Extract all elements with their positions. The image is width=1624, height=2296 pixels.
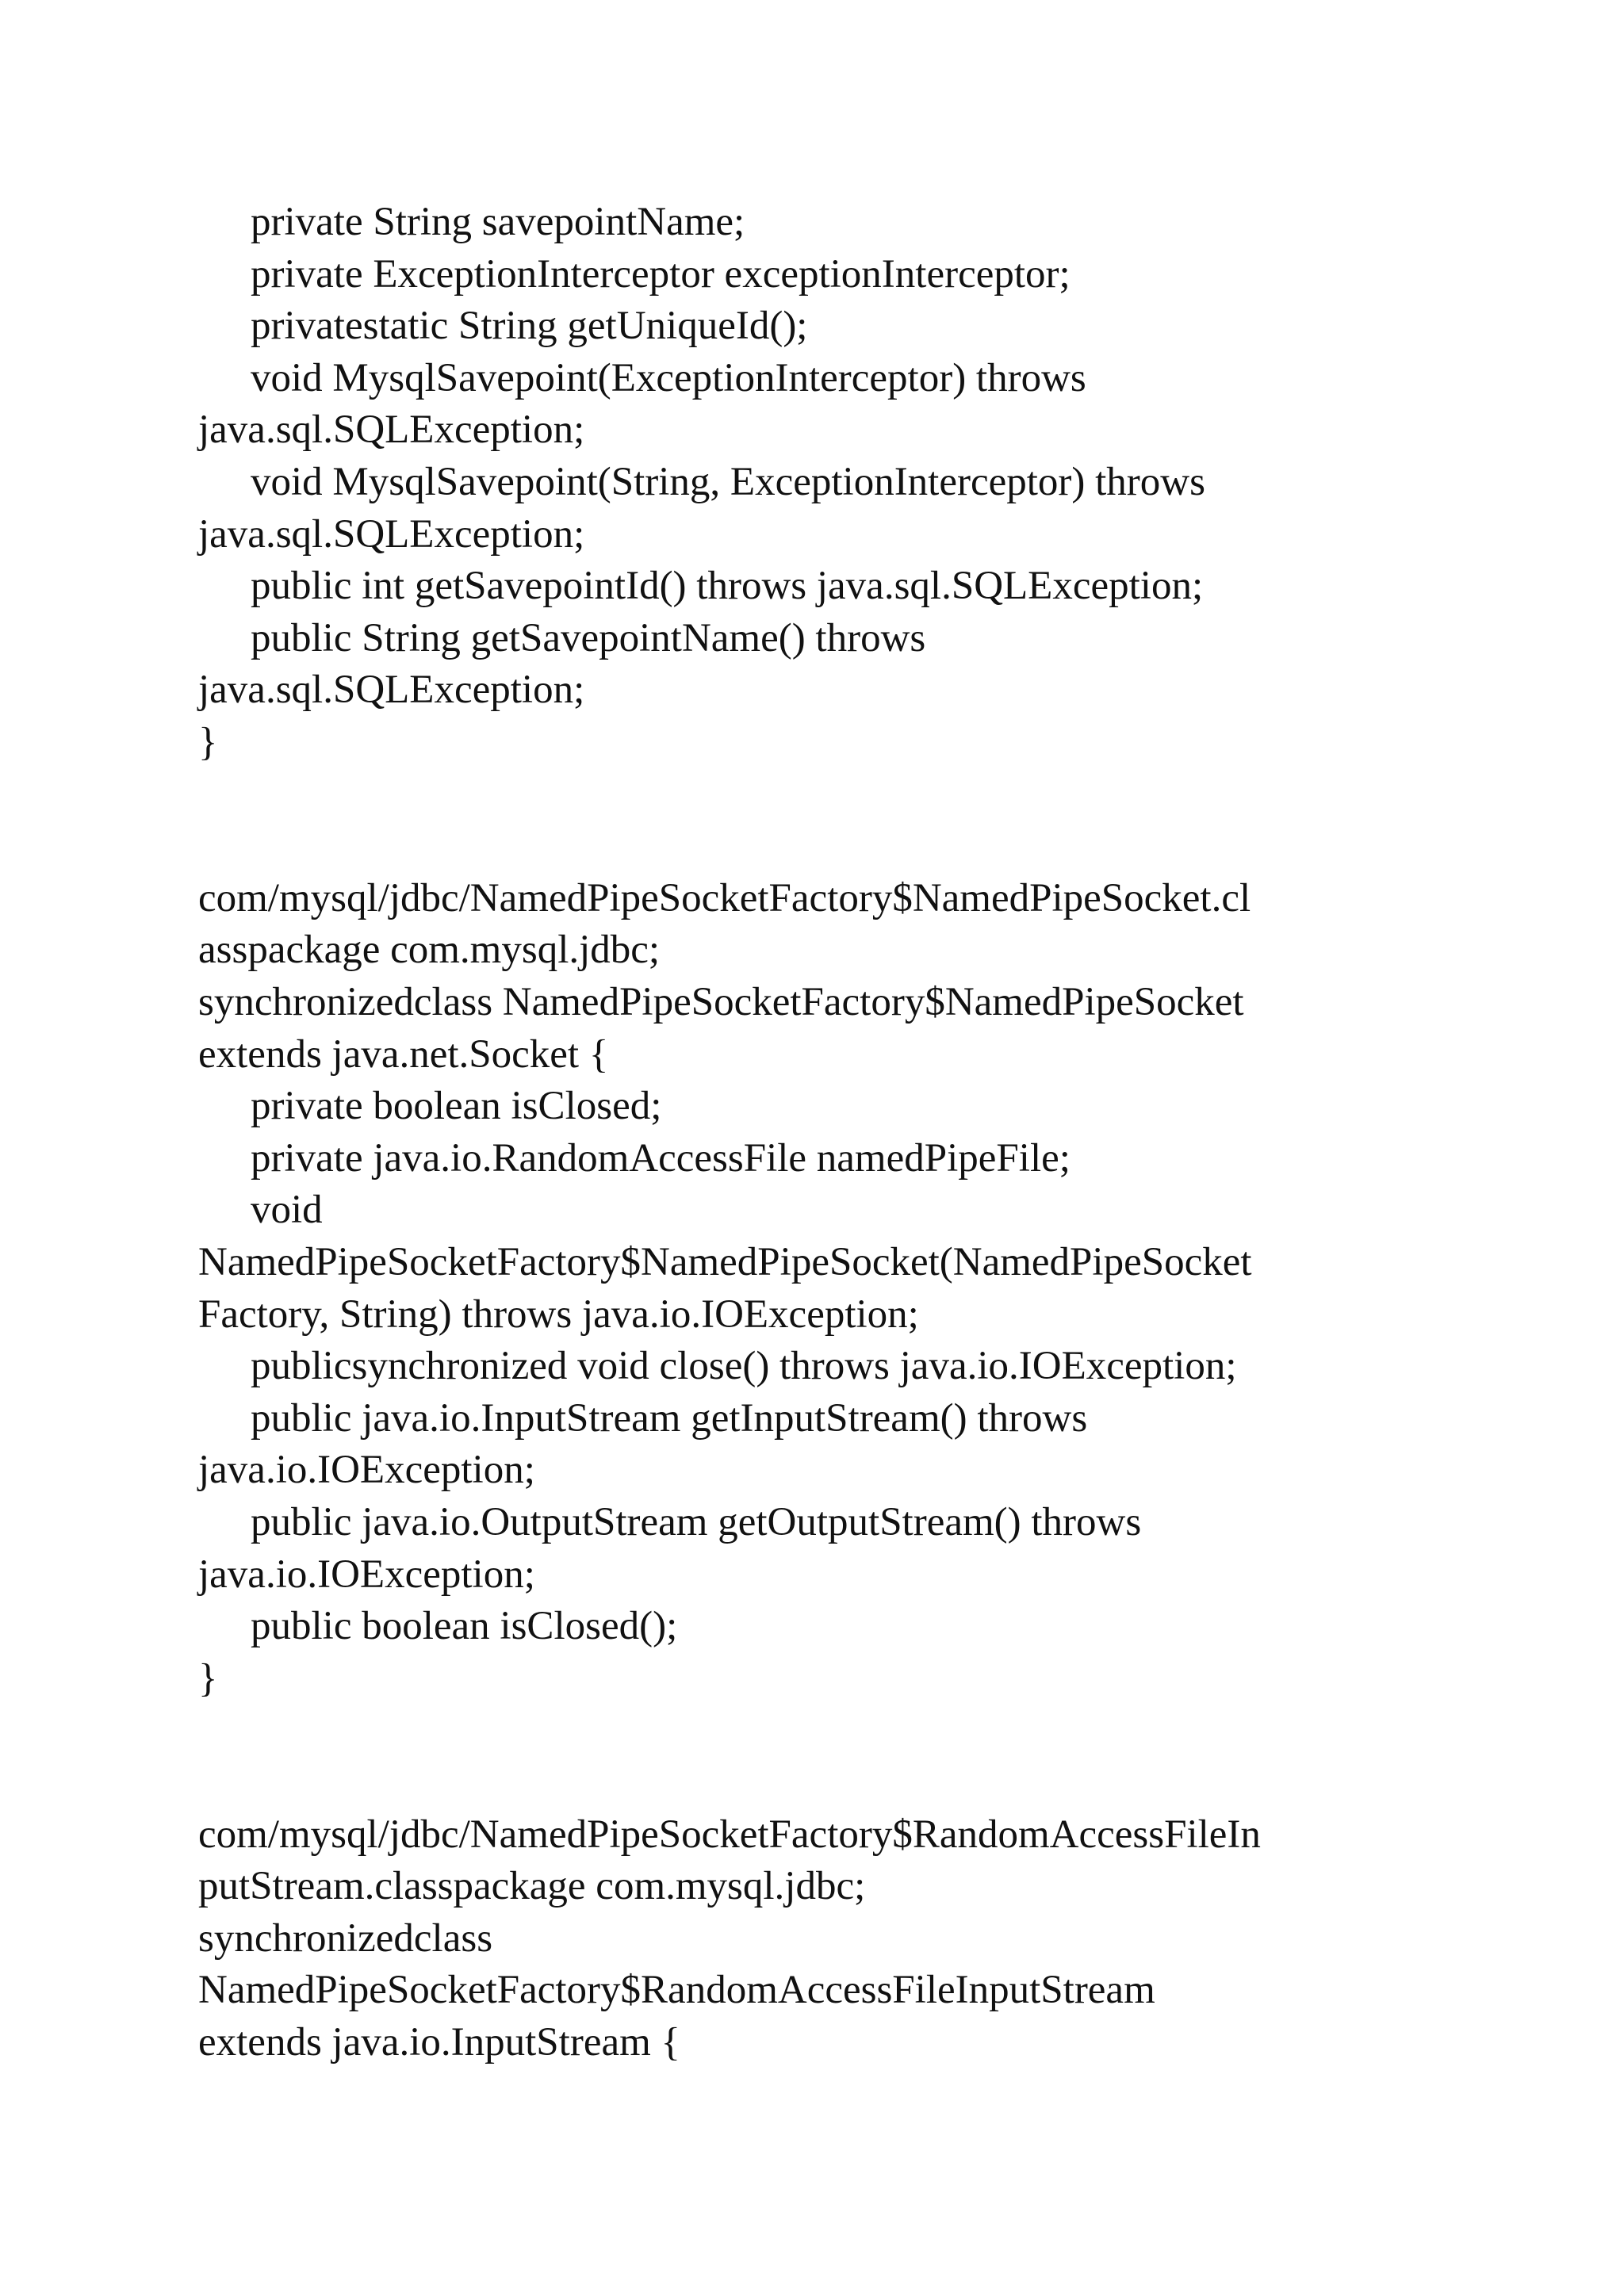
code-line: java.sql.SQLException; (198, 668, 585, 713)
code-line: private boolean isClosed; (251, 1084, 662, 1129)
code-line: private java.io.RandomAccessFile namedPipeFile; (251, 1135, 1071, 1181)
code-line: asspackage com.mysql.jdbc; (198, 928, 661, 973)
code-line: extends java.net.Socket { (198, 1031, 609, 1077)
code-line: public int getSavepointId() throws java.sql.SQLException; (251, 564, 1204, 609)
code-line: privatestatic String getUniqueId(); (251, 304, 808, 349)
code-line: public boolean isClosed(); (251, 1604, 678, 1649)
code-line: public String getSavepointName() throws (251, 615, 926, 660)
code-line: public java.io.OutputStream getOutputStream() throws (251, 1500, 1142, 1544)
code-line: Factory, String) throws java.io.IOException; (198, 1292, 919, 1337)
code-line: private String savepointName; (251, 200, 745, 244)
code-line: NamedPipeSocketFactory$RandomAccessFileInputStream (198, 1968, 1155, 2013)
code-line: NamedPipeSocketFactory$NamedPipeSocket(NamedPipeSocket (198, 1240, 1252, 1284)
code-line: void (251, 1188, 323, 1233)
code-line: java.io.IOException; (198, 1448, 535, 1493)
code-line: java.sql.SQLException; (198, 511, 585, 557)
code-line: private ExceptionInterceptor exceptionInterceptor; (251, 251, 1071, 297)
code-line: } (198, 1655, 218, 1701)
code-line: void MysqlSavepoint(String, ExceptionInterceptor) throws (251, 460, 1205, 504)
code-line: synchronizedclass (198, 1915, 493, 1961)
code-line: } (198, 720, 218, 764)
code-line: java.io.IOException; (198, 1552, 535, 1597)
code-line: publicsynchronized void close() throws java.io.IOException; (251, 1344, 1237, 1389)
code-line: java.sql.SQLException; (198, 408, 585, 453)
code-line: com/mysql/jdbc/NamedPipeSocketFactory$RandomAccessFileIn (198, 1812, 1261, 1857)
code-line: com/mysql/jdbc/NamedPipeSocketFactory$NamedPipeSocket.cl (198, 875, 1251, 920)
code-line: extends java.io.InputStream { (198, 2020, 680, 2064)
code-line: putStream.classpackage com.mysql.jdbc; (198, 1864, 866, 1909)
code-line: synchronizedclass NamedPipeSocketFactory$NamedPipeSocket (198, 980, 1244, 1024)
code-line: public java.io.InputStream getInputStream() throws (251, 1395, 1088, 1441)
code-line: void MysqlSavepoint(ExceptionInterceptor) throws (251, 355, 1086, 400)
